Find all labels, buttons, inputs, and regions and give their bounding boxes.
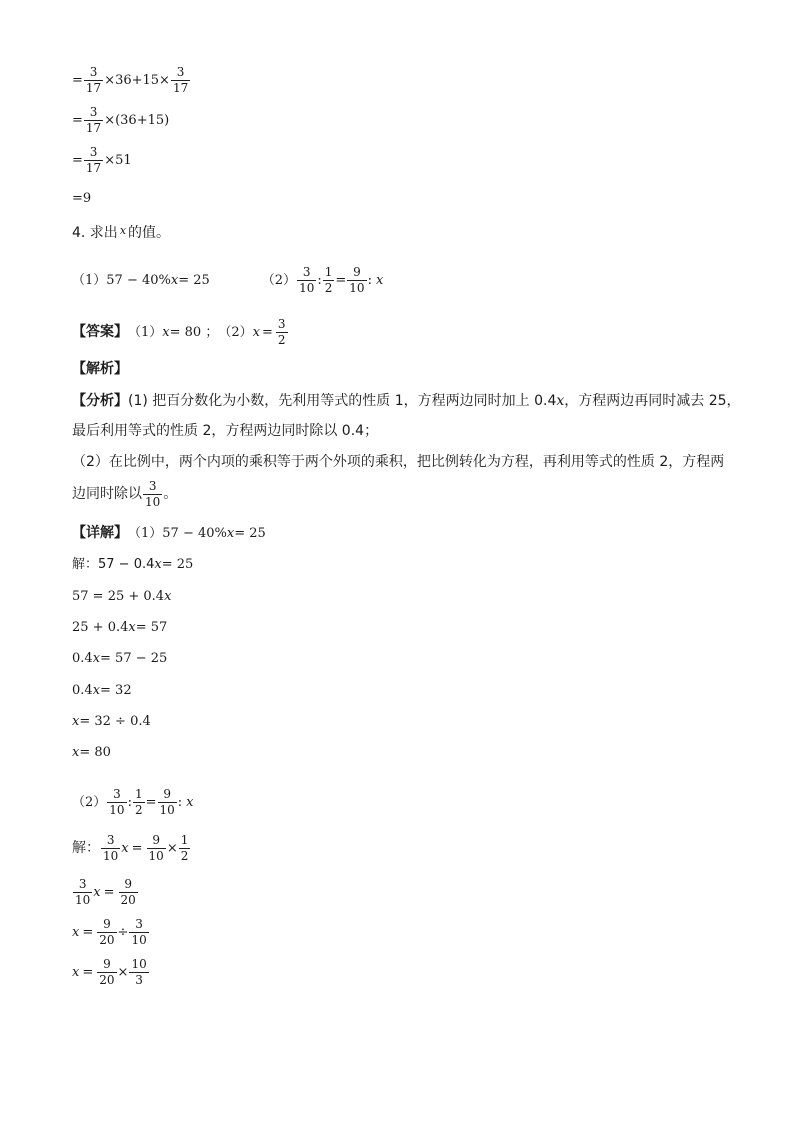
frac-num: 9 (124, 877, 132, 891)
detail-heading (72, 526, 266, 540)
calc-expr: ×(36+15) (104, 112, 170, 128)
frac-num: 9 (103, 917, 111, 931)
step-var: x (93, 884, 101, 900)
step-2-3 (72, 918, 150, 946)
frac-num: 3 (89, 145, 98, 159)
analysis-text: ，方程两边再同时减去 25， (564, 393, 741, 409)
ratio-colon: : (367, 272, 372, 288)
frac-den: 20 (99, 932, 115, 947)
analysis-text: （2）在比例中，两个内项的乘积等于两个外项的乘积，把比例转化为方程，再利用等式的性质 2，方程两 (72, 454, 725, 470)
detail-var: x (186, 794, 194, 810)
step-var: x (72, 924, 80, 940)
fraction (347, 266, 366, 294)
fraction (323, 266, 335, 294)
fraction (97, 918, 116, 946)
frac-num: 3 (89, 105, 98, 119)
frac-num: 1 (324, 265, 333, 279)
analysis-text: 最后利用等式的性质 2，方程两边同时除以 0.4； (72, 423, 379, 439)
step-post: = 25 (161, 557, 194, 572)
equals: = (145, 794, 157, 810)
detail-eq: 57 − 40% (162, 525, 227, 541)
frac-num: 3 (277, 317, 286, 331)
analysis-line-4 (72, 480, 177, 508)
frac-num: 3 (302, 265, 311, 279)
equals: = (131, 840, 143, 856)
answer-tag: 【答案】 (72, 324, 128, 341)
frac-den: 2 (134, 802, 143, 817)
calc-expr: ×51 (104, 152, 132, 168)
calc-eq: = (72, 72, 83, 88)
calc-line-3 (72, 146, 132, 174)
fraction (179, 834, 191, 862)
calc-eq: = (72, 112, 83, 128)
part-1-label: （1） (72, 272, 107, 288)
analysis-var: x (556, 393, 565, 409)
equals: = (335, 272, 347, 288)
frac-den: 10 (103, 848, 119, 863)
question-text: 4. 求出 (72, 225, 118, 241)
analysis-line-2 (72, 424, 378, 438)
step-post: = 57 (135, 620, 168, 635)
frac-num: 9 (152, 833, 160, 847)
step-1-1 (72, 558, 193, 571)
analysis-sub-tag: 【分析】 (72, 393, 128, 409)
part-1-expr: 57 − 40% (106, 272, 171, 288)
step-post: = 32 ÷ 0.4 (79, 714, 151, 729)
frac-num: 3 (148, 479, 157, 493)
frac-den: 2 (180, 848, 189, 863)
detail-part-2: （2） (72, 794, 107, 810)
question-var: x (119, 223, 127, 237)
frac-num: 10 (131, 957, 147, 971)
part-1-var: x (170, 272, 179, 288)
step-var: x (128, 620, 136, 635)
frac-num: 3 (78, 877, 87, 891)
step-1-7 (72, 746, 111, 759)
calc-line-2 (72, 106, 169, 134)
answer-var: x (162, 324, 170, 340)
fraction (84, 106, 103, 134)
part-2-label: （2） (261, 272, 297, 288)
answer-var: x (252, 324, 260, 340)
equals: = (82, 964, 94, 980)
frac-den: 17 (85, 80, 102, 95)
frac-den: 10 (131, 932, 147, 947)
detail-rhs: = 25 (234, 525, 266, 541)
question-parts (72, 266, 383, 294)
step-var: x (92, 683, 101, 698)
analysis-tag: 【解析】 (72, 361, 128, 377)
step-1-2 (72, 590, 171, 603)
step-2-1 (72, 834, 191, 862)
calc-expr: 9 (82, 191, 92, 206)
step-1-6 (72, 715, 151, 728)
frac-num: 1 (180, 833, 189, 847)
fraction (147, 834, 166, 862)
part-1-rhs: = 25 (178, 272, 210, 288)
step-post: = 80 (79, 745, 111, 760)
detail-part-1: （1） (128, 525, 163, 541)
analysis-heading (72, 362, 128, 376)
step-var: x (92, 651, 101, 666)
step-pre: 57 = 25 + 0.4 (72, 589, 165, 604)
detail-var: x (226, 525, 235, 541)
frac-den: 3 (135, 972, 143, 987)
frac-num: 9 (353, 265, 361, 279)
step-pre: 解：57 − 0.4 (72, 557, 155, 572)
fraction (133, 788, 145, 816)
frac-den: 10 (145, 494, 161, 509)
step-pre: 解： (72, 840, 100, 857)
step-1-5 (72, 684, 132, 697)
answer-part-2: （2） (218, 324, 253, 340)
step-post: = 32 (100, 683, 132, 698)
detail-tag: 【详解】 (72, 525, 128, 541)
fraction (84, 146, 103, 174)
step-2-2 (72, 878, 139, 906)
step-var: x (164, 589, 172, 604)
question-tail: 的值。 (128, 225, 171, 241)
fraction (129, 918, 148, 946)
calc-line-4 (72, 192, 91, 205)
calc-line-1 (72, 66, 191, 94)
step-pre: 0.4 (72, 683, 93, 698)
frac-num: 3 (176, 65, 185, 79)
step-var: x (72, 745, 80, 760)
answer-part-1: （1） (128, 324, 163, 340)
fraction (276, 318, 288, 346)
ratio-colon: : (127, 794, 132, 810)
step-1-3 (72, 621, 167, 634)
divide: ÷ (117, 924, 129, 940)
calc-eq: = (72, 152, 83, 168)
frac-den: 17 (85, 160, 102, 175)
frac-num: 1 (134, 787, 143, 801)
analysis-line-1 (72, 394, 741, 408)
frac-den: 10 (159, 802, 175, 817)
calc-eq: = (72, 191, 83, 206)
step-var: x (72, 714, 80, 729)
answer-line (72, 318, 289, 346)
frac-num: 3 (89, 65, 98, 79)
frac-den: 10 (148, 848, 164, 863)
fraction (171, 66, 190, 94)
part-2-var: x (375, 272, 384, 288)
frac-den: 2 (277, 332, 286, 347)
fraction (101, 834, 120, 862)
fraction (143, 480, 162, 508)
step-post: = 57 − 25 (100, 651, 168, 666)
fraction (73, 878, 92, 906)
frac-den: 10 (75, 892, 91, 907)
step-var: x (72, 964, 80, 980)
fraction (158, 788, 177, 816)
frac-den: 10 (299, 280, 315, 295)
frac-num: 9 (163, 787, 171, 801)
frac-den: 2 (324, 280, 333, 295)
fraction (97, 958, 116, 986)
frac-den: 20 (99, 972, 115, 987)
frac-num: 3 (106, 833, 115, 847)
frac-den: 10 (109, 802, 125, 817)
detail-part-2-head (72, 788, 194, 816)
step-var: x (121, 840, 129, 856)
frac-den: 10 (349, 280, 365, 295)
question-title (72, 223, 171, 241)
calc-expr: ×36+15× (104, 72, 170, 88)
equals: = (103, 884, 115, 900)
frac-den: 20 (120, 892, 136, 907)
step-1-4 (72, 652, 167, 665)
frac-num: 9 (103, 957, 111, 971)
analysis-text: 。 (163, 486, 178, 503)
fraction (107, 788, 126, 816)
fraction (129, 958, 148, 986)
equals: = (82, 924, 94, 940)
frac-den: 17 (172, 80, 189, 95)
frac-den: 17 (85, 120, 102, 135)
fraction (84, 66, 103, 94)
step-2-4 (72, 958, 150, 986)
fraction (297, 266, 316, 294)
answer-value: = 80 ； (169, 324, 219, 340)
equals: = (261, 324, 273, 340)
ratio-colon: : (177, 794, 183, 810)
step-pre: 25 + 0.4 (72, 620, 129, 635)
frac-num: 3 (113, 787, 121, 801)
times: × (166, 840, 178, 856)
analysis-text: (1) 把百分数化为小数，先利用等式的性质 1，方程两边同时加上 0.4 (128, 393, 557, 409)
step-pre: 0.4 (72, 651, 93, 666)
fraction (119, 878, 138, 906)
analysis-text: 边同时除以 (72, 486, 142, 503)
analysis-line-3 (72, 455, 724, 469)
ratio-colon: : (317, 272, 322, 288)
times: × (117, 964, 129, 980)
step-var: x (154, 557, 162, 572)
frac-num: 3 (135, 917, 143, 931)
